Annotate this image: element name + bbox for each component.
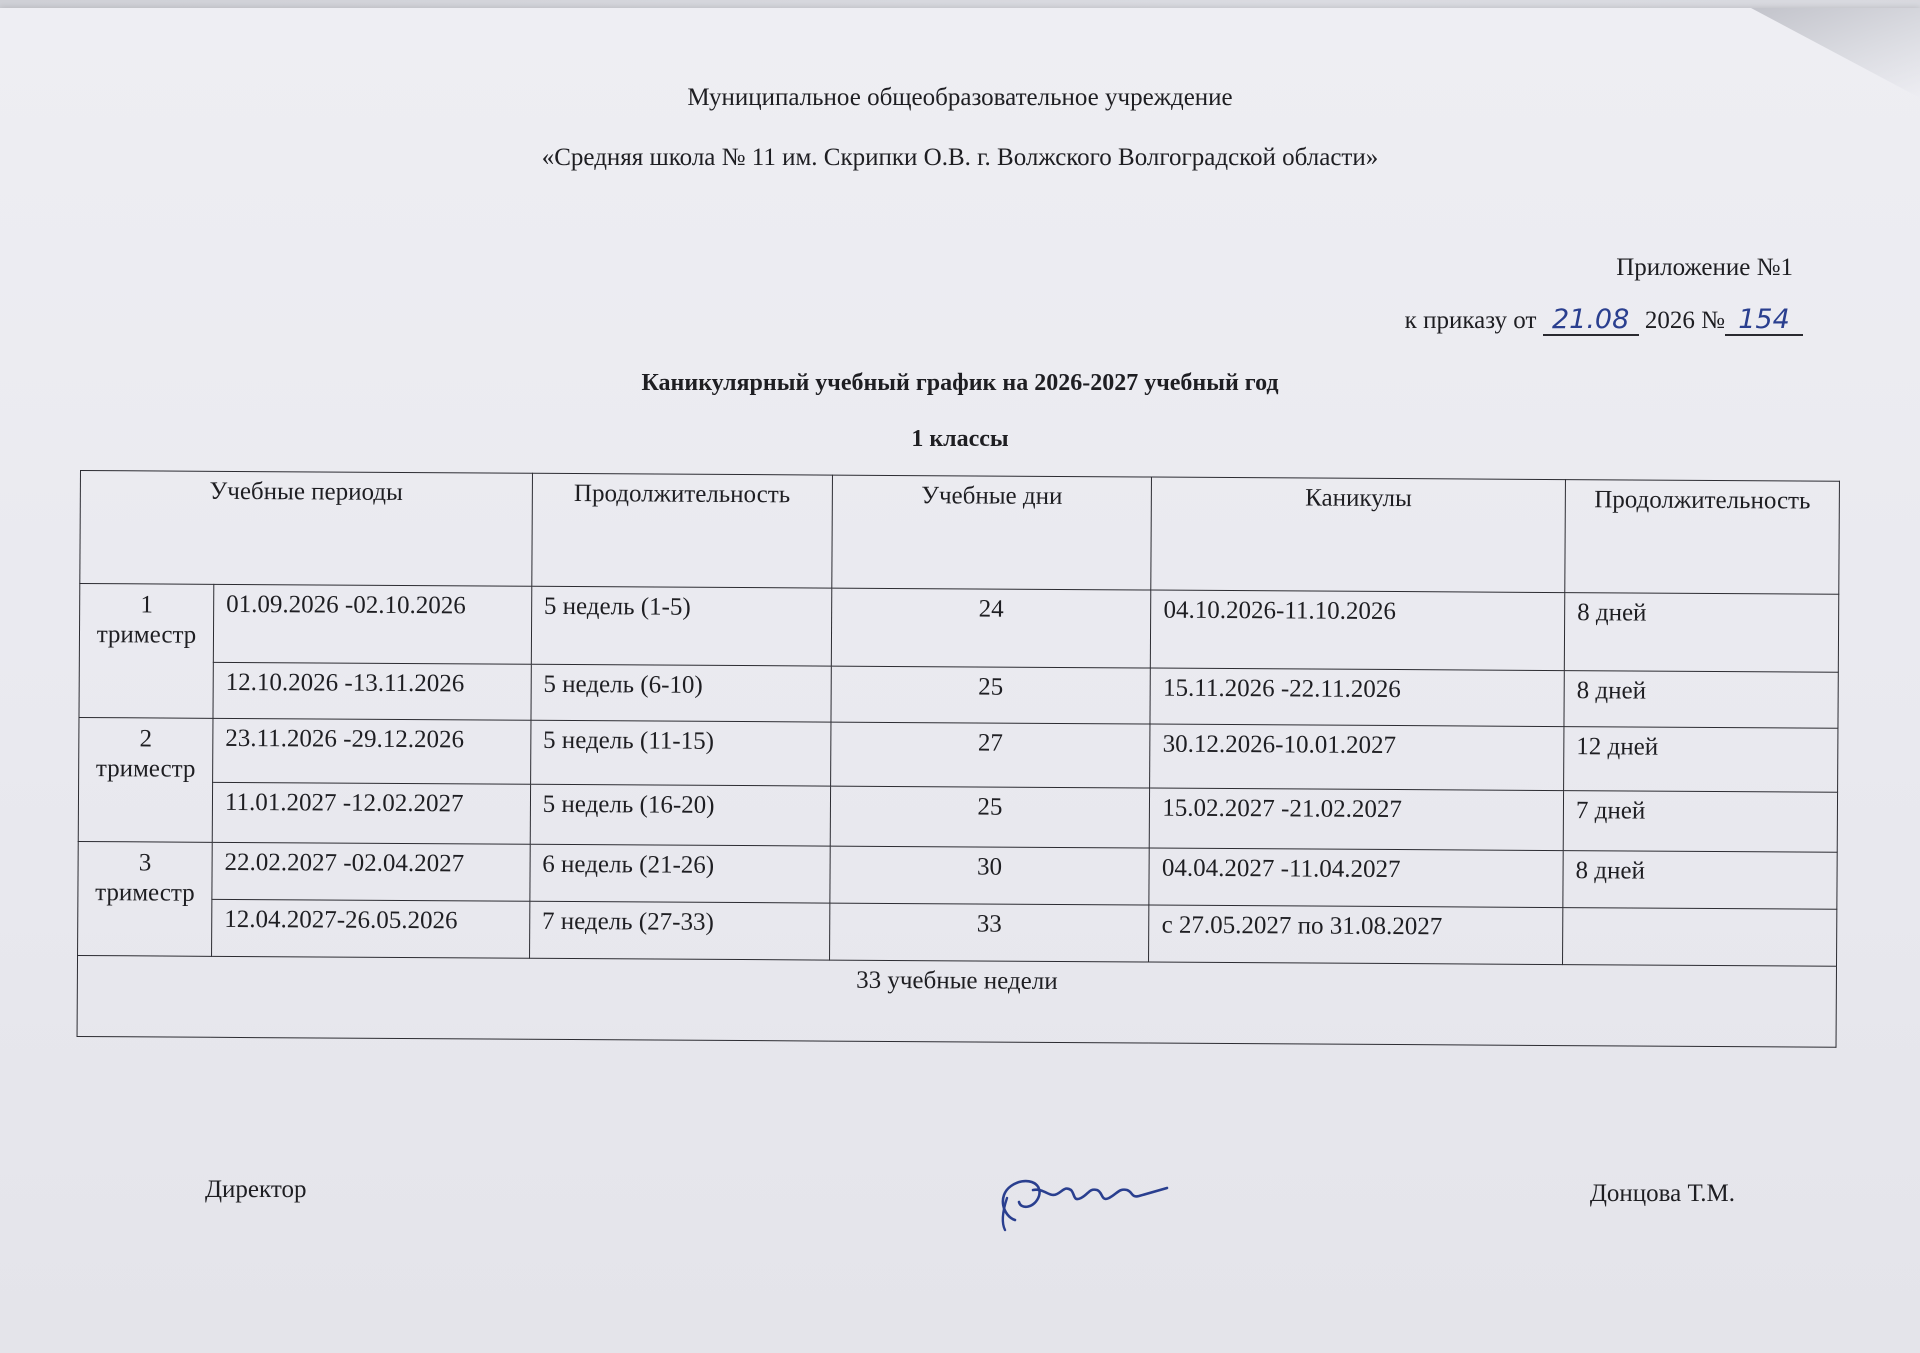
period-cell: 22.02.2027 -02.04.2027 xyxy=(212,842,530,901)
director-signature xyxy=(985,1158,1175,1238)
table-row xyxy=(79,717,1838,792)
term-label: триместр xyxy=(95,879,195,907)
order-date-handwritten: 21.08 xyxy=(1543,306,1639,336)
holiday-duration-cell xyxy=(1563,908,1837,967)
table-row xyxy=(78,841,1837,909)
days-cell: 25 xyxy=(830,786,1150,848)
holidays-cell: 04.10.2026-11.10.2026 xyxy=(1151,590,1565,671)
duration-cell: 5 недель (11-15) xyxy=(530,720,830,786)
holidays-cell: 15.11.2026 -22.11.2026 xyxy=(1150,668,1564,727)
table-row xyxy=(79,584,1838,673)
holidays-cell: с 27.05.2027 по 31.08.2027 xyxy=(1149,905,1563,965)
period-cell: 11.01.2027 -12.02.2027 xyxy=(212,782,530,844)
table-header-row xyxy=(80,471,1840,595)
term-number: 1 xyxy=(140,591,153,619)
duration-cell: 6 недель (21-26) xyxy=(530,844,830,903)
header-holiday-duration: Продолжительность xyxy=(1565,480,1840,595)
holidays-cell: 15.02.2027 -21.02.2027 xyxy=(1150,788,1564,851)
term-number: 2 xyxy=(139,725,153,753)
total-weeks-cell: 33 учебные недели xyxy=(77,955,1836,1047)
holiday-duration-cell: 8 дней xyxy=(1564,671,1838,729)
table-row xyxy=(78,781,1837,852)
days-cell: 27 xyxy=(830,722,1150,788)
school-name-line: «Средняя школа № 11 им. Скрипки О.В. г. Волжского Волгоградской области» xyxy=(541,144,1379,171)
order-prefix: к приказу от xyxy=(1404,307,1537,334)
term-label: триместр xyxy=(96,621,197,649)
duration-cell: 5 недель (6-10) xyxy=(531,664,831,722)
holiday-duration-cell: 8 дней xyxy=(1564,593,1838,673)
header-study-days: Учебные дни xyxy=(831,475,1151,590)
days-cell: 24 xyxy=(831,588,1151,668)
term-cell xyxy=(78,841,213,956)
term-number: 3 xyxy=(138,849,152,877)
organization-line: Муниципальное общеобразовательное учреждение xyxy=(687,84,1233,111)
schedule-table xyxy=(77,470,1840,1048)
director-title: Директор xyxy=(205,1176,307,1203)
period-cell: 12.04.2027-26.05.2026 xyxy=(212,899,530,958)
days-cell: 33 xyxy=(829,903,1149,962)
holiday-duration-cell: 8 дней xyxy=(1563,851,1837,910)
header-holidays: Каникулы xyxy=(1151,477,1565,593)
holiday-duration-cell: 7 дней xyxy=(1563,791,1837,853)
appendix-label: Приложение №1 xyxy=(1616,254,1793,281)
director-name: Донцова Т.М. xyxy=(1589,1180,1735,1207)
table-row xyxy=(78,898,1837,966)
header-periods: Учебные периоды xyxy=(80,471,532,587)
duration-cell: 5 недель (1-5) xyxy=(531,586,831,666)
period-cell: 12.10.2026 -13.11.2026 xyxy=(213,662,531,720)
term-label: триместр xyxy=(95,755,196,783)
holiday-duration-cell: 12 дней xyxy=(1564,727,1838,793)
order-number-handwritten: 154 xyxy=(1725,306,1803,336)
duration-cell: 5 недель (16-20) xyxy=(530,784,830,846)
period-cell: 01.09.2026 -02.10.2026 xyxy=(213,584,531,664)
days-cell: 30 xyxy=(830,846,1150,905)
document-sheet xyxy=(0,8,1920,1353)
holidays-cell: 04.04.2027 -11.04.2027 xyxy=(1149,848,1563,908)
document-subtitle: 1 классы xyxy=(911,426,1009,452)
term-cell xyxy=(78,717,213,842)
document-title: Каникулярный учебный график на 2026-2027 учебный год xyxy=(641,370,1279,396)
period-cell: 23.11.2026 -29.12.2026 xyxy=(213,718,531,784)
term-cell xyxy=(79,584,214,719)
order-reference xyxy=(1405,306,1803,336)
table-total-row xyxy=(77,955,1836,1047)
header-duration: Продолжительность xyxy=(532,473,833,588)
duration-cell: 7 недель (27-33) xyxy=(529,901,829,960)
days-cell: 25 xyxy=(831,666,1151,724)
holidays-cell: 30.12.2026-10.01.2027 xyxy=(1150,724,1564,791)
order-year: 2026 № xyxy=(1644,307,1725,334)
